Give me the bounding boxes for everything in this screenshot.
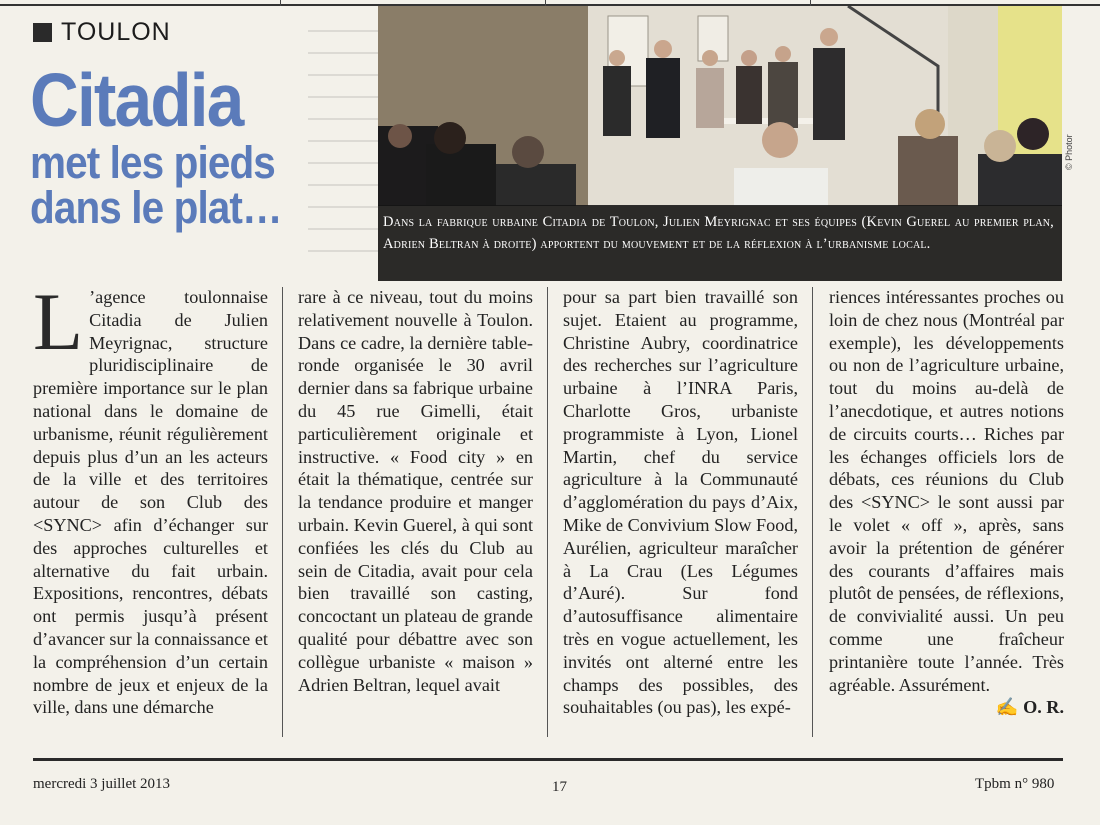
- article-column-3: [563, 286, 798, 719]
- article-column-4: [829, 286, 1064, 719]
- footer-page-number: 17: [552, 779, 567, 795]
- headline-line-3: dans le plat…: [30, 182, 282, 233]
- article-text-col2: rare à ce niveau, tout du moins relativement nouvelle à Toulon. Dans ce cadre, la dernière table-ronde organisée le 30 avril dernier dans sa fabrique urbaine du 45 rue Gimelli, était particulièrement originale et instructive. « Food city » en était la thématique, centrée sur la tendance produire et manger urbain. Kevin Guerel, à qui sont confiées les clés du Club au sein de Citadia, avait pour cela bien travaillé son casting, concoctant un plateau de grande qualité pour débattre avec son collègue urbaniste « maison » Adrien Beltran, lequel avait: [298, 287, 533, 695]
- column-divider: [547, 287, 548, 737]
- section-kicker: [33, 18, 171, 47]
- kicker-square-icon: [33, 23, 52, 42]
- article-text-col1: ’agence toulonnaise Citadia de Julien Meyrignac, structure pluridisciplinaire de première importance sur le plan national dans le domaine de urbanisme, réunit régulièrement depuis plus d’un an les acteurs de la ville et des territoires autour de son Club des <SYNC> afin d’échanger sur des approches culturelles et alternative du fait urbain. Expositions, rencontres, débats ont permis jusqu’à présent d’avancer sur la connaissance et la compréhension d’un certain nombre de jeux et enjeux de la ville, dans une démarche: [33, 287, 268, 718]
- article-column-2: [298, 286, 533, 696]
- headline-line-1: Citadia: [30, 58, 243, 142]
- headline: [30, 58, 341, 233]
- photo-caption: Dans la fabrique urbaine Citadia de Toulon, Julien Meyrignac et ses équipes (Kevin Guerel au premier plan, Adrien Beltran à droite) apportent du mouvement et de la réflexion à l’urbanisme local.: [378, 205, 1062, 281]
- drop-cap: L: [33, 276, 84, 367]
- footer-issue: Tpbm n° 980: [975, 776, 1055, 792]
- article-text-col3: pour sa part bien travaillé son sujet. Etaient au programme, Christine Aubry, coordinatrice des recherches sur l’agriculture urbaine à l’INRA Paris, Charlotte Gros, urbaniste programmiste à Lyon, Lionel Martin, chef du service agriculture à la Communauté d’agglomération du pays d’Aix, Mike de Convivium Slow Food, Aurélien, agriculteur maraîcher à La Crau (Les Légumes d’Auré). Sur fond d’autosuffisance alimentaire très en vogue actuellement, les invités ont alterné entre les champs des possibles, des souhaitables (ou pas), les expé-: [563, 287, 798, 718]
- column-divider: [282, 287, 283, 737]
- bottom-rule: [33, 758, 1063, 761]
- author-signature: ✍ O. R.: [995, 697, 1064, 718]
- article-text-col4: riences intéressantes proches ou loin de chez nous (Montréal par exemple), les développements ou non de l’agriculture urbaine, tout du moins au-delà de l’anecdotique, et autres notions de circuits courts… Riches par les échanges officiels lors de débats, ces réunions du Club des <SYNC> le sont aussi par le volet « off », après, sans avoir la prétention de générer des courants d’affaires mais plutôt de pensées, de réflexions, de convivialité aussi. Un peu comme une fraîcheur printanière toute l’année. Très agréable. Assurément.: [829, 287, 1064, 695]
- footer-date: mercredi 3 juillet 2013: [33, 776, 171, 792]
- column-divider: [812, 287, 813, 737]
- photo-credit: © Photor: [1064, 134, 1074, 170]
- headline-line-2: met les pieds: [30, 137, 275, 188]
- article-column-1: [33, 276, 268, 719]
- kicker-label: TOULON: [61, 18, 171, 46]
- article-photo: [378, 6, 1062, 281]
- top-rule-tick: [280, 0, 281, 6]
